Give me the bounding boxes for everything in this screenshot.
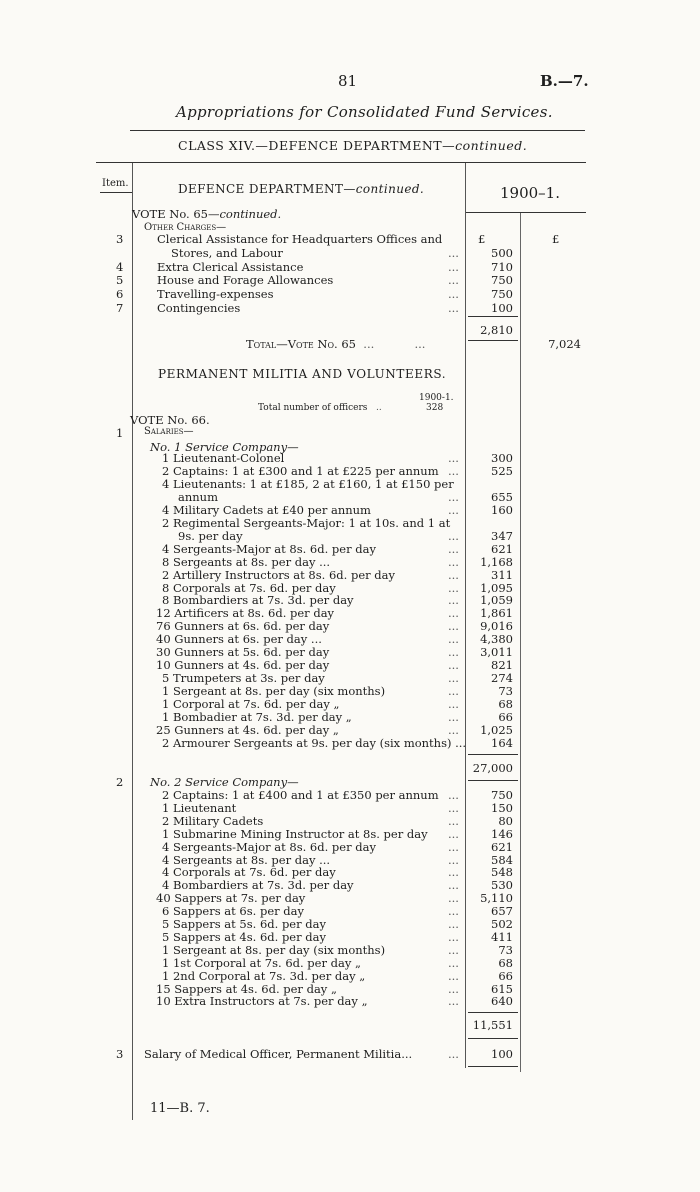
line-amount: 502 — [491, 917, 513, 931]
dot-leader: ... — [448, 245, 459, 260]
line-description: 2 Captains: 1 at £400 and 1 at £350 per annum — [162, 788, 439, 802]
vote65-title — [132, 208, 281, 220]
militia-heading: PERMANENT MILITIA AND VOLUNTEERS. — [158, 367, 447, 381]
dot-leader: ... — [448, 567, 459, 582]
doc-reference: B.—7. — [540, 72, 589, 90]
pound-sign: £ — [478, 232, 486, 246]
line-description: Travelling-expenses — [157, 287, 274, 302]
line-description: 2 Regimental Sergeants-Major: 1 at 10s. and 1 at — [162, 515, 451, 530]
company2-subtotal-rule — [468, 1012, 518, 1013]
dot-leader: ... — [448, 580, 459, 595]
line-amount: 548 — [491, 865, 513, 880]
line-description: 1 Sergeant at 8s. per day (six months) — [162, 684, 386, 699]
dot-leader: ... — [448, 645, 459, 660]
line-amount: 657 — [491, 904, 513, 919]
vote66-title: VOTE No. 66. — [130, 413, 210, 427]
line-amount: 750 — [491, 287, 513, 302]
line-amount: 655 — [491, 489, 513, 504]
line-description: 2 Artillery Instructors at 8s. 6d. per day — [162, 567, 395, 582]
line-amount: 1,025 — [480, 722, 513, 737]
dot-leader: ... — [448, 684, 459, 699]
line-amount: 274 — [491, 671, 513, 686]
officers-label-text: Total number of officers — [258, 403, 368, 413]
line-amount: 821 — [491, 658, 513, 673]
officers-year: 1900-1. — [419, 393, 454, 403]
dot-leader: ... — [448, 593, 459, 608]
dot-leader: ... — [448, 489, 459, 504]
vote65-section: Other Charges— — [144, 222, 227, 233]
line-description: 5 Trumpeters at 3s. per day — [162, 671, 325, 686]
vote66-section: Salaries— — [144, 426, 194, 437]
class-title — [178, 138, 527, 153]
line-amount: 3,011 — [480, 645, 513, 660]
vote65-subtotal-rule-bottom — [468, 340, 518, 341]
company2-item-number: 2 — [116, 775, 124, 789]
line-description: 1 Lieutenant-Colonel — [162, 451, 285, 465]
company1-subtotal-rule — [468, 754, 518, 755]
line-amount: 530 — [491, 878, 513, 893]
line-description: 8 Corporals at 7s. 6d. per day — [162, 580, 336, 595]
line-description: 9s. per day — [178, 528, 243, 543]
dot-leader: ... — [448, 301, 459, 315]
vote65-total-label: Total—Vote No. 65 ... ... — [246, 337, 426, 351]
dept-header — [178, 182, 424, 196]
dot-leader: ... — [448, 981, 459, 996]
line-amount: 66 — [498, 968, 513, 983]
dot-leader: ... — [448, 259, 459, 274]
dot-leader: ... — [448, 287, 459, 302]
medical-amount: 100 — [491, 1047, 513, 1061]
officers-count: 328 — [426, 403, 444, 413]
dot-leader: ... — [448, 671, 459, 686]
dot-leader: ... — [448, 955, 459, 970]
dot-leader: ... — [448, 904, 459, 919]
item-column-header: Item. — [102, 178, 129, 189]
dot-leader: ... — [448, 463, 459, 478]
line-description: 10 Gunners at 4s. 6d. per day — [156, 658, 330, 673]
pound-sign: £ — [552, 232, 560, 246]
line-description: 8 Sergeants at 8s. per day ... — [162, 554, 331, 569]
line-description: 30 Gunners at 5s. 6d. per day — [156, 645, 330, 660]
line-description: 1 Submarine Mining Instructor at 8s. per day — [162, 826, 428, 841]
line-amount: 584 — [491, 852, 513, 867]
dot-leader: ... — [448, 800, 459, 815]
company2-subtotal-rule-bottom — [468, 1038, 518, 1039]
page-number: 81 — [338, 72, 358, 90]
line-description: 8 Bombardiers at 7s. 3d. per day — [162, 593, 354, 608]
line-amount: 4,380 — [480, 632, 513, 647]
company1-subtotal-rule-bottom — [468, 780, 518, 781]
line-amount: 1,861 — [480, 606, 513, 621]
medical-description — [144, 1048, 412, 1060]
dot-leader: ... — [448, 541, 459, 556]
line-amount: 164 — [491, 735, 513, 750]
line-amount: 146 — [491, 826, 513, 841]
line-amount: 1,168 — [480, 554, 513, 569]
amount-column-mid-rule — [520, 212, 521, 1072]
line-amount: 621 — [491, 839, 513, 854]
dot-leader: ... — [448, 968, 459, 983]
dot-leader: ... — [448, 619, 459, 634]
medical-leader: ... — [448, 1047, 459, 1061]
line-description: 1 Lieutenant — [162, 800, 237, 815]
line-amount: 640 — [491, 994, 513, 1009]
company1-item-number: 1 — [116, 426, 124, 440]
dot-leader: ... — [448, 788, 459, 802]
line-description: 4 Military Cadets at £40 per annum — [162, 502, 371, 517]
line-description: annum — [178, 489, 218, 504]
page-title: Appropriations for Consolidated Fund Services. — [176, 103, 553, 121]
table-top-rule — [96, 162, 586, 163]
line-amount: 80 — [498, 813, 513, 828]
company1-subtotal: 27,000 — [472, 761, 513, 775]
medical-item-number: 3 — [116, 1047, 124, 1061]
line-amount: 525 — [491, 463, 513, 478]
line-description: 1 1st Corporal at 7s. 6d. per day „ — [162, 955, 361, 970]
line-amount: 73 — [498, 942, 513, 957]
line-amount: 100 — [491, 301, 513, 315]
line-description: 1 Sergeant at 8s. per day (six months) — [162, 942, 386, 957]
dot-leader: ... — [448, 658, 459, 673]
line-description: 4 Lieutenants: 1 at £185, 2 at £160, 1 at £150 per — [162, 476, 454, 491]
line-description: 1 Bombadier at 7s. 3d. per day „ — [162, 710, 352, 724]
line-amount: 1,095 — [480, 580, 513, 595]
line-description: House and Forage Allowances — [157, 273, 334, 288]
item-number: 5 — [116, 273, 124, 288]
line-amount: 73 — [498, 684, 513, 699]
line-description: 25 Gunners at 4s. 6d. per day „ — [156, 722, 339, 737]
line-description: Stores, and Labour — [171, 245, 283, 260]
line-amount: 411 — [491, 929, 513, 944]
line-amount: 710 — [491, 259, 513, 274]
item-number: 4 — [116, 259, 124, 274]
medical-rule — [468, 1066, 518, 1067]
line-amount: 5,110 — [480, 891, 513, 906]
item-column-rule — [132, 163, 133, 1120]
dot-leader: ... — [448, 878, 459, 893]
line-amount: 66 — [498, 710, 513, 724]
line-description: 40 Sappers at 7s. per day — [156, 891, 306, 906]
line-amount: 750 — [491, 273, 513, 288]
line-description: 2 Armourer Sergeants at 9s. per day (six months) ... — [162, 735, 467, 750]
header-rule — [130, 130, 585, 131]
line-amount: 150 — [491, 800, 513, 815]
dot-leader: ... — [448, 554, 459, 569]
dot-leader: ... — [448, 994, 459, 1009]
line-description: 4 Corporals at 7s. 6d. per day — [162, 865, 336, 880]
line-description: 4 Bombardiers at 7s. 3d. per day — [162, 878, 354, 893]
company2-title: No. 2 Service Company— — [150, 775, 299, 789]
vote65-subtotal-rule — [468, 316, 518, 317]
vote65-total: 7,024 — [548, 337, 581, 351]
line-description: 6 Sappers at 6s. per day — [162, 904, 304, 919]
line-description: 12 Artificers at 8s. 6d. per day — [156, 606, 335, 621]
dot-leader: ... — [448, 942, 459, 957]
officers-label: Total number of officers .. — [258, 403, 382, 413]
dot-leader: ... — [448, 710, 459, 724]
line-amount: 68 — [498, 697, 513, 712]
item-number: 7 — [116, 301, 124, 315]
vote65-title-continued: continued. — [219, 207, 282, 221]
dot-leader: ... — [448, 929, 459, 944]
line-description: Clerical Assistance for Headquarters Offices and — [157, 232, 443, 246]
line-amount: 160 — [491, 502, 513, 517]
line-amount: 750 — [491, 788, 513, 802]
dot-leader: ... — [448, 273, 459, 288]
line-amount: 347 — [491, 528, 513, 543]
dot-leader: ... — [448, 852, 459, 867]
line-description: 5 Sappers at 4s. 6d. per day — [162, 929, 326, 944]
line-amount: 615 — [491, 981, 513, 996]
sheet-reference: 11—B. 7. — [150, 1101, 210, 1116]
line-description: Contingencies — [157, 301, 241, 315]
line-description: 2 Military Cadets — [162, 813, 264, 828]
vote65-total-text: Total—Vote No. 65 — [246, 337, 356, 351]
line-description: Extra Clerical Assistance — [157, 259, 304, 274]
dot-leader: ... — [448, 451, 459, 465]
dot-leader: ... — [448, 865, 459, 880]
dot-leader: ... — [448, 502, 459, 517]
item-header-rule — [100, 192, 132, 193]
dept-header-continued: continued. — [355, 182, 425, 196]
dot-leader: ... — [448, 722, 459, 737]
line-amount: 9,016 — [480, 619, 513, 634]
year-header: 1900–1. — [500, 184, 560, 202]
line-description: 5 Sappers at 5s. 6d. per day — [162, 917, 326, 931]
company1-title: No. 1 Service Company— — [150, 440, 299, 454]
line-description: 10 Extra Instructors at 7s. per day „ — [156, 994, 368, 1009]
line-amount: 300 — [491, 451, 513, 465]
line-amount: 68 — [498, 955, 513, 970]
dept-header-main: DEFENCE DEPARTMENT— — [178, 182, 356, 196]
class-title-main: CLASS XIV.—DEFENCE DEPARTMENT— — [178, 138, 456, 153]
line-description: 4 Sergeants-Major at 8s. 6d. per day — [162, 541, 376, 556]
line-description: 4 Sergeants at 8s. per day ... — [162, 852, 331, 867]
company2-subtotal: 11,551 — [472, 1018, 513, 1032]
dot-leader: ... — [448, 917, 459, 931]
item-number: 3 — [116, 232, 124, 246]
dot-leader: ... — [448, 697, 459, 712]
item-number: 6 — [116, 287, 124, 302]
medical-description-text: Salary of Medical Officer, Permanent Militia... — [144, 1047, 413, 1061]
year-header-rule — [466, 212, 586, 213]
line-description: 1 2nd Corporal at 7s. 3d. per day „ — [162, 968, 366, 983]
dot-leader: ... — [448, 891, 459, 906]
line-description: 2 Captains: 1 at £300 and 1 at £225 per annum — [162, 463, 439, 478]
dot-leader: ... — [448, 813, 459, 828]
dot-leader: ... — [448, 826, 459, 841]
line-description: 4 Sergeants-Major at 8s. 6d. per day — [162, 839, 376, 854]
dot-leader: ... — [448, 839, 459, 854]
vote65-title-main: VOTE No. 65— — [132, 207, 220, 221]
vote65-subtotal: 2,810 — [480, 323, 513, 337]
dot-leader: ... — [448, 528, 459, 543]
class-title-continued: continued. — [455, 138, 528, 153]
line-description: 1 Corporal at 7s. 6d. per day „ — [162, 697, 340, 712]
line-amount: 311 — [491, 567, 513, 582]
line-amount: 1,059 — [480, 593, 513, 608]
line-description: 76 Gunners at 6s. 6d. per day — [156, 619, 330, 634]
dot-leader: ... — [448, 606, 459, 621]
line-description: 40 Gunners at 6s. per day ... — [156, 632, 322, 647]
line-description: 15 Sappers at 4s. 6d. per day „ — [156, 981, 337, 996]
line-amount: 500 — [491, 245, 513, 260]
line-amount: 621 — [491, 541, 513, 556]
dot-leader: ... — [448, 632, 459, 647]
